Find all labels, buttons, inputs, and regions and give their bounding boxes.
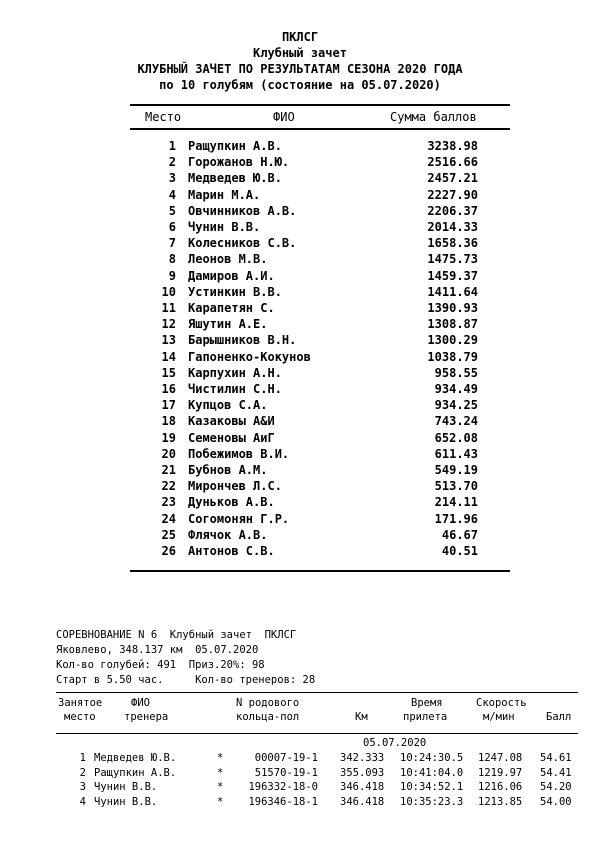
standings-sum: 611.43 — [434, 446, 478, 461]
result-time: 10:41:04.0 — [400, 766, 464, 779]
standings-place: 18 — [161, 414, 176, 429]
standings-row — [0, 204, 600, 220]
result-km: 355.093 — [340, 766, 385, 779]
standings-place: 19 — [161, 430, 176, 445]
result-place: 4 — [79, 795, 86, 808]
competition-date: 05.07.2020 — [363, 737, 427, 749]
standings-sum: 2014.33 — [427, 220, 478, 234]
competition-title: СОРЕВНОВАНИЕ N 6 Клубный зачет ПКЛСГ — [56, 629, 297, 641]
standings-name: Антонов С.В. — [188, 544, 275, 558]
result-time: 10:34:52.1 — [400, 781, 464, 794]
standings-sum: 2516.66 — [427, 155, 478, 170]
standings-sum: 46.67 — [441, 527, 478, 542]
result-time: 10:35:23.3 — [400, 795, 464, 808]
result-row — [0, 767, 600, 781]
result-speed: 1213.85 — [478, 795, 523, 808]
standings-row — [0, 236, 600, 252]
standings-place: 1 — [168, 139, 176, 153]
result-time: 10:24:30.5 — [400, 752, 464, 764]
standings-row — [0, 171, 600, 187]
result-speed: 1216.06 — [478, 781, 523, 794]
result-mark: * — [217, 795, 224, 808]
result-row — [0, 781, 600, 795]
standings-sum: 1300.29 — [427, 333, 478, 348]
result-row — [0, 796, 600, 810]
standings-place: 6 — [168, 220, 176, 234]
standings-row — [0, 495, 600, 511]
standings-name: Колесников С.В. — [188, 236, 297, 251]
standings-place: 12 — [161, 317, 176, 332]
standings-place: 15 — [161, 365, 176, 380]
standings-name: Горожанов Н.Ю. — [188, 155, 290, 170]
standings-row — [0, 382, 600, 398]
col-occupied: Занятое — [58, 697, 103, 709]
standings-sum: 1459.37 — [427, 268, 478, 283]
standings-sum: 40.51 — [441, 544, 478, 558]
standings-row — [0, 479, 600, 495]
standings-row — [0, 301, 600, 317]
result-place: 3 — [79, 781, 86, 794]
col-time-2: прилета — [403, 711, 448, 723]
standings-place: 8 — [168, 252, 176, 267]
standings-row — [0, 398, 600, 414]
result-ring: 00007-19-1 — [254, 752, 318, 764]
standings-place: 5 — [168, 203, 176, 218]
result-name: Медведев Ю.В. — [94, 752, 177, 764]
result-name: Чунин В.В. — [94, 781, 158, 794]
result-ring: 196346-18-1 — [248, 795, 318, 808]
standings-name: Карпухин А.Н. — [188, 365, 282, 380]
result-place: 1 — [79, 752, 86, 764]
standings-sum: 1038.79 — [427, 349, 478, 364]
competition-location: Яковлево, 348.137 км 05.07.2020 — [56, 644, 259, 656]
standings-place: 4 — [168, 187, 176, 202]
standings-top-rule — [130, 104, 510, 106]
standings-row — [0, 366, 600, 382]
standings-bottom-rule — [130, 570, 510, 572]
standings-row — [0, 220, 600, 236]
result-mark: * — [217, 766, 224, 779]
result-score: 54.00 — [540, 795, 572, 808]
standings-sum: 513.70 — [434, 479, 478, 494]
standings-sum: 549.19 — [434, 463, 478, 477]
standings-row — [0, 333, 600, 349]
standings-name: Устинкин В.В. — [188, 284, 282, 299]
standings-name: Медведев Ю.В. — [188, 171, 282, 186]
col-speed-2: м/мин — [483, 711, 515, 723]
standings-name: Барышников В.Н. — [188, 333, 297, 348]
standings-place: 25 — [161, 527, 176, 542]
standings-row — [0, 155, 600, 171]
standings-place: 24 — [161, 511, 176, 526]
standings-sum: 934.49 — [434, 382, 478, 396]
result-name: Ращупкин А.В. — [94, 766, 177, 779]
standings-place: 3 — [168, 171, 176, 186]
col-score: Балл — [546, 711, 572, 723]
standings-row — [0, 317, 600, 333]
col-trainer: тренера — [124, 711, 169, 723]
standings-row — [0, 544, 600, 560]
standings-row — [0, 414, 600, 430]
standings-place: 9 — [168, 268, 176, 283]
standings-place: 20 — [161, 446, 176, 461]
standings-row — [0, 447, 600, 463]
competition-birds: Кол-во голубей: 491 Приз.20%: 98 — [56, 659, 265, 671]
standings-name: Бубнов А.М. — [188, 463, 268, 477]
col-ring-2: кольца-пол — [236, 711, 300, 723]
standings-place: 26 — [161, 544, 176, 558]
result-ring: 51570-19-1 — [254, 766, 318, 779]
result-speed: 1247.08 — [478, 752, 523, 764]
standings-place: 22 — [161, 479, 176, 494]
standings-place: 11 — [161, 301, 176, 315]
competition-start: Старт в 5.50 час. Кол-во тренеров: 28 — [56, 674, 316, 686]
result-place: 2 — [79, 766, 86, 779]
standings-name: Марин М.А. — [188, 187, 261, 202]
competition-header-rule — [56, 733, 578, 734]
standings-sum: 934.25 — [434, 398, 478, 413]
result-name: Чунин В.В. — [94, 795, 158, 808]
col-fio: ФИО — [131, 697, 150, 709]
standings-place: 2 — [168, 155, 176, 170]
result-km: 346.418 — [340, 795, 385, 808]
standings-sum: 1658.36 — [427, 236, 478, 251]
standings-row — [0, 512, 600, 528]
standings-name: Дуньков А.В. — [188, 495, 275, 510]
standings-sum: 3238.98 — [427, 139, 478, 153]
col-header-sum: Сумма баллов — [390, 110, 477, 124]
col-header-place: Место — [145, 110, 182, 124]
standings-name: Ращупкин А.В. — [188, 139, 282, 153]
doc-main-title: КЛУБНЫЙ ЗАЧЕТ ПО РЕЗУЛЬТАТАМ СЕЗОНА 2020 ГОДА — [137, 62, 463, 76]
standings-name: Купцов С.А. — [188, 398, 268, 413]
standings-header-rule — [130, 128, 510, 130]
col-speed-1: Скорость — [476, 697, 527, 709]
doc-subtitle: Клубный зачет — [253, 46, 347, 60]
standings-name: Мирончев Л.С. — [188, 479, 282, 494]
standings-name: Дамиров А.И. — [188, 268, 275, 283]
standings-sum: 1308.87 — [427, 317, 478, 332]
standings-sum: 2227.90 — [427, 187, 478, 202]
standings-sum: 958.55 — [434, 365, 478, 380]
standings-row — [0, 285, 600, 301]
col-header-name: ФИО — [273, 110, 295, 124]
result-speed: 1219.97 — [478, 766, 523, 779]
col-time-1: Время — [411, 697, 443, 709]
col-km: Км — [355, 711, 368, 723]
result-score: 54.20 — [540, 781, 572, 794]
result-score: 54.61 — [540, 752, 572, 764]
standings-place: 10 — [161, 284, 176, 299]
standings-row — [0, 431, 600, 447]
standings-name: Казаковы А&И — [188, 414, 275, 429]
result-ring: 196332-18-0 — [248, 781, 318, 794]
standings-place: 13 — [161, 333, 176, 348]
standings-place: 17 — [161, 398, 176, 413]
standings-name: Флячок А.В. — [188, 527, 268, 542]
standings-place: 7 — [168, 236, 176, 251]
standings-sum: 652.08 — [434, 430, 478, 445]
result-km: 346.418 — [340, 781, 385, 794]
standings-row — [0, 188, 600, 204]
standings-name: Гапоненко-Кокунов — [188, 349, 311, 364]
standings-row — [0, 252, 600, 268]
standings-name: Чунин В.В. — [188, 220, 261, 234]
standings-name: Карапетян С. — [188, 301, 275, 315]
standings-sum: 743.24 — [434, 414, 478, 429]
standings-name: Яшутин А.Е. — [188, 317, 268, 332]
standings-name: Овчинников А.В. — [188, 203, 297, 218]
standings-name: Побежимов В.И. — [188, 446, 290, 461]
standings-name: Чистилин С.Н. — [188, 382, 282, 396]
standings-row — [0, 139, 600, 155]
standings-place: 23 — [161, 495, 176, 510]
standings-sum: 1390.93 — [427, 301, 478, 315]
standings-sum: 2206.37 — [427, 203, 478, 218]
standings-name: Семеновы АиГ — [188, 430, 275, 445]
col-place: место — [64, 711, 96, 723]
standings-row — [0, 463, 600, 479]
result-row — [0, 752, 600, 766]
standings-sum: 1475.73 — [427, 252, 478, 267]
doc-title-club: ПКЛСГ — [281, 30, 319, 44]
doc-title-note: по 10 голубям (состояние на 05.07.2020) — [159, 78, 441, 92]
standings-row — [0, 528, 600, 544]
result-mark: * — [217, 752, 224, 764]
standings-sum: 2457.21 — [427, 171, 478, 186]
standings-row — [0, 269, 600, 285]
col-ring-1: N родового — [236, 697, 300, 709]
result-km: 342.333 — [340, 752, 385, 764]
standings-sum: 1411.64 — [427, 284, 478, 299]
standings-name: Согомонян Г.Р. — [188, 511, 290, 526]
standings-sum: 214.11 — [434, 495, 478, 510]
standings-name: Леонов М.В. — [188, 252, 268, 267]
competition-top-rule — [56, 692, 578, 693]
standings-row — [0, 350, 600, 366]
standings-place: 14 — [161, 349, 176, 364]
standings-place: 21 — [161, 463, 176, 477]
result-mark: * — [217, 781, 224, 794]
standings-sum: 171.96 — [434, 511, 478, 526]
standings-place: 16 — [161, 382, 176, 396]
result-score: 54.41 — [540, 766, 572, 779]
